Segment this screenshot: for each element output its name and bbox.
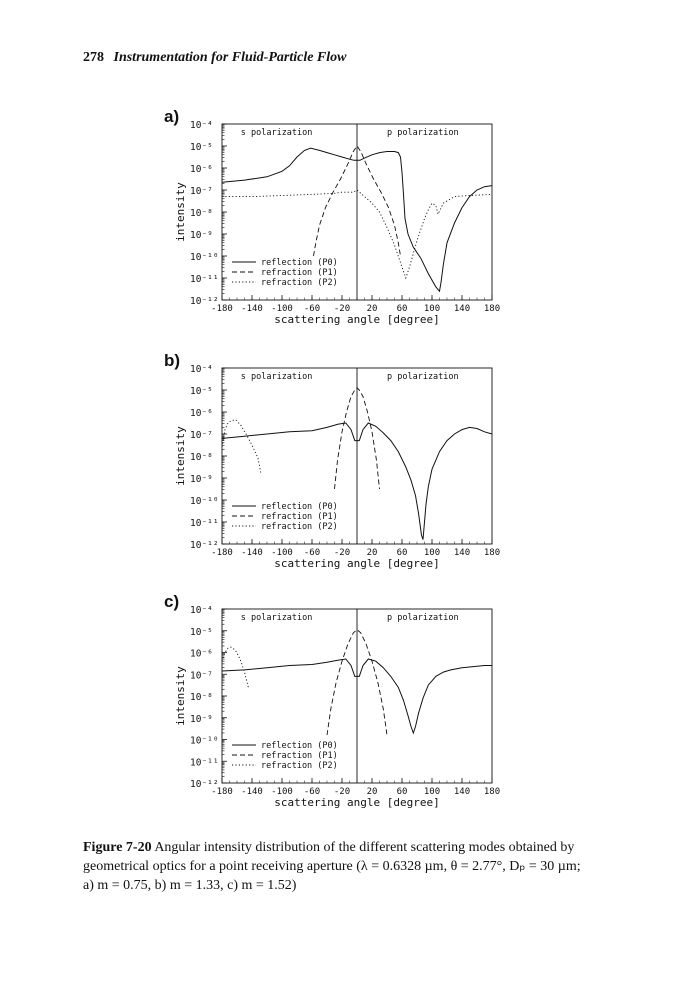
legend-entry: refraction (P2): [261, 522, 338, 532]
y-tick-label: 10⁻¹⁰: [190, 496, 219, 507]
x-tick-label: -180: [211, 548, 233, 558]
x-tick-label: -20: [333, 304, 351, 314]
x-tick-label: -20: [333, 548, 351, 558]
annotation-p-polarization: p polarization: [387, 128, 459, 138]
y-axis-label: intensity: [174, 666, 187, 726]
x-tick-label: 180: [483, 304, 501, 314]
x-tick-label: 140: [453, 548, 471, 558]
legend-entry: reflection (P0): [261, 741, 338, 751]
x-tick-label: -180: [211, 787, 233, 797]
x-tick-label: -60: [303, 304, 321, 314]
y-tick-label: 10⁻⁷: [190, 186, 213, 197]
x-tick-label: -100: [271, 548, 293, 558]
x-tick-label: -140: [241, 548, 263, 558]
panel-label: a): [164, 107, 180, 126]
series-line-dotted: [222, 420, 261, 474]
x-tick-label: -100: [271, 787, 293, 797]
x-tick-label: 100: [423, 304, 441, 314]
x-tick-label: 60: [396, 304, 408, 314]
figure-caption: [83, 838, 583, 895]
y-tick-label: 10⁻⁹: [190, 713, 213, 725]
legend-entry: refraction (P1): [261, 512, 338, 522]
panel-label: c): [164, 592, 180, 611]
page-number: 278: [83, 50, 104, 65]
x-axis-label: scattering angle [degree]: [274, 313, 440, 326]
x-tick-label: 180: [483, 787, 501, 797]
y-tick-label: 10⁻⁵: [190, 386, 213, 397]
y-tick-label: 10⁻¹⁰: [190, 252, 219, 263]
chart-panel-3: [164, 592, 500, 809]
y-tick-label: 10⁻⁹: [190, 230, 213, 241]
y-tick-label: 10⁻⁷: [190, 670, 213, 682]
x-tick-label: 20: [366, 304, 378, 314]
legend-entry: refraction (P2): [261, 761, 338, 771]
x-tick-label: 20: [366, 548, 378, 558]
x-tick-label: 60: [396, 787, 408, 797]
y-tick-label: 10⁻¹²: [190, 540, 219, 551]
y-tick-label: 10⁻⁸: [190, 452, 213, 463]
y-tick-label: 10⁻¹⁰: [190, 735, 219, 747]
y-tick-label: 10⁻⁷: [190, 430, 213, 441]
y-tick-label: 10⁻¹¹: [190, 757, 219, 769]
x-tick-label: -20: [333, 787, 351, 797]
y-axis-label: intensity: [174, 182, 187, 242]
annotation-s-polarization: s polarization: [240, 128, 313, 138]
x-tick-label: 140: [453, 787, 471, 797]
legend-entry: refraction (P2): [261, 278, 338, 288]
y-tick-label: 10⁻¹²: [190, 779, 219, 790]
x-tick-label: -140: [241, 304, 263, 314]
x-tick-label: -100: [271, 304, 293, 314]
x-tick-label: 20: [366, 787, 378, 797]
series-line-dotted: [222, 647, 248, 687]
y-tick-label: 10⁻⁴: [190, 605, 213, 616]
y-tick-label: 10⁻⁴: [190, 364, 213, 375]
legend-entry: refraction (P1): [261, 268, 338, 278]
x-tick-label: 100: [423, 548, 441, 558]
y-tick-label: 10⁻¹¹: [190, 518, 219, 529]
annotation-p-polarization: p polarization: [387, 372, 459, 382]
x-tick-label: -140: [241, 787, 263, 797]
y-tick-label: 10⁻⁴: [190, 120, 213, 131]
x-tick-label: 140: [453, 304, 471, 314]
legend-entry: reflection (P0): [261, 502, 338, 512]
y-tick-label: 10⁻⁸: [190, 692, 213, 703]
annotation-s-polarization: s polarization: [240, 613, 313, 623]
y-axis-label: intensity: [174, 426, 187, 486]
chart-panel-2: [164, 351, 500, 570]
x-tick-label: 60: [396, 548, 408, 558]
legend-entry: reflection (P0): [261, 258, 338, 268]
x-axis-label: scattering angle [degree]: [274, 557, 440, 570]
running-title: Instrumentation for Fluid-Particle Flow: [113, 50, 347, 65]
y-tick-label: 10⁻¹²: [190, 296, 219, 307]
y-tick-label: 10⁻⁹: [190, 474, 213, 485]
chart-panel-1: [164, 107, 500, 326]
y-tick-label: 10⁻¹¹: [190, 274, 219, 285]
y-tick-label: 10⁻⁵: [190, 626, 213, 638]
x-tick-label: -180: [211, 304, 233, 314]
panel-label: b): [164, 351, 181, 370]
caption-label: Figure 7-20: [83, 840, 152, 855]
x-axis-label: scattering angle [degree]: [274, 796, 440, 809]
x-tick-label: 100: [423, 787, 441, 797]
y-tick-label: 10⁻⁶: [190, 648, 213, 660]
legend-entry: refraction (P1): [261, 751, 338, 761]
x-tick-label: 180: [483, 548, 501, 558]
x-tick-label: -60: [303, 548, 321, 558]
y-tick-label: 10⁻⁶: [190, 408, 213, 419]
annotation-s-polarization: s polarization: [240, 372, 313, 382]
annotation-p-polarization: p polarization: [387, 613, 459, 623]
y-tick-label: 10⁻⁵: [190, 142, 213, 153]
caption-text: Angular intensity distribution of the different scattering modes obtained by geometrical optics for a point receiving aperture (λ = 0.6328 µm, θ = 2.77°, Dₚ = 30 µm; a) m = 0.75, b) m = 1.33, c) m = 1.52): [83, 840, 581, 893]
y-tick-label: 10⁻⁶: [190, 164, 213, 175]
y-tick-label: 10⁻⁸: [190, 208, 213, 219]
x-tick-label: -60: [303, 787, 321, 797]
